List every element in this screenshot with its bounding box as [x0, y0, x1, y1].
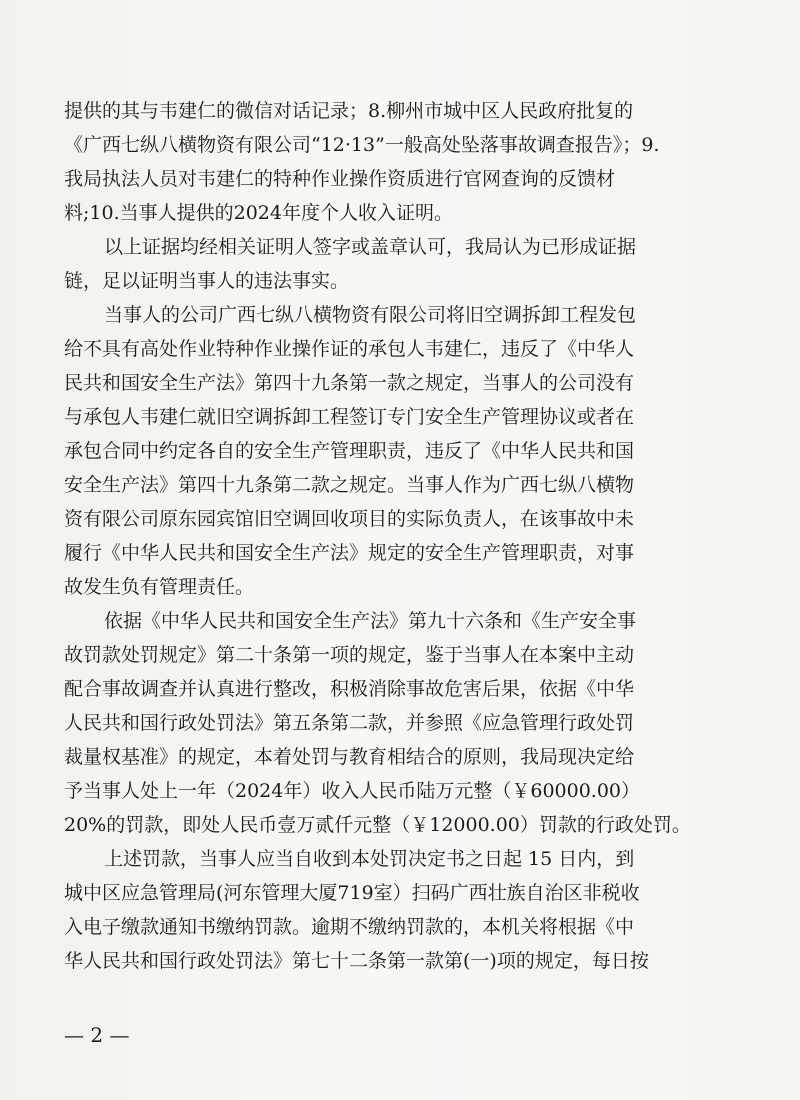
text-line: 裁量权基准》的规定，本着处罚与教育相结合的原则，我局现决定给 — [64, 746, 635, 768]
text-line: 以上证据均经相关证明人签字或盖章认可，我局认为已形成证据 — [104, 236, 637, 258]
text-line: 提供的其与韦建仁的微信对话记录；8.柳州市城中区人民政府批复的 — [64, 100, 634, 122]
text-line: 链，足以证明当事人的违法事实。 — [64, 270, 350, 292]
text-line: 资有限公司原东园宾馆旧空调回收项目的实际负责人，在该事故中未 — [64, 508, 635, 530]
text-line: 承包合同中约定各自的安全生产管理职责，违反了《中华人民共和国 — [64, 440, 635, 462]
text-line: 依据《中华人民共和国安全生产法》第九十六条和《生产安全事 — [104, 610, 637, 632]
text-line: 城中区应急管理局(河东管理大厦719室）扫码广西壮族自治区非税收 — [64, 882, 640, 904]
text-line: 人民共和国行政处罚法》第五条第二款，并参照《应急管理行政处罚 — [64, 712, 635, 734]
text-line: 与承包人韦建仁就旧空调拆卸工程签订专门安全生产管理协议或者在 — [64, 406, 635, 428]
text-line: 给不具有高处作业特种作业操作证的承包人韦建仁，违反了《中华人 — [64, 338, 635, 360]
text-line: 20%的罚款，即处人民币壹万贰仟元整（￥12000.00）罚款的行政处罚。 — [64, 814, 691, 836]
text-line: 当事人的公司广西七纵八横物资有限公司将旧空调拆卸工程发包 — [104, 304, 637, 326]
text-line: 履行《中华人民共和国安全生产法》规定的安全生产管理职责，对事 — [64, 542, 635, 564]
page-number: — 2 — — [64, 1023, 130, 1047]
text-line: 民共和国安全生产法》第四十九条第一款之规定，当事人的公司没有 — [64, 372, 635, 394]
text-line: 料;10.当事人提供的2024年度个人收入证明。 — [64, 202, 453, 224]
text-line: 故发生负有管理责任。 — [64, 576, 255, 598]
text-line: 故罚款处罚规定》第二十条第一项的规定，鉴于当事人在本案中主动 — [64, 644, 635, 666]
text-line: 配合事故调查并认真进行整改，积极消除事故危害后果，依据《中华 — [64, 678, 635, 700]
text-line: 上述罚款，当事人应当自收到本处罚决定书之日起 15 日内，到 — [104, 848, 635, 870]
text-line: 予当事人处上一年（2024年）收入人民币陆万元整（￥60000.00） — [64, 780, 641, 802]
text-line: 华人民共和国行政处罚法》第七十二条第一款第(一)项的规定，每日按 — [64, 950, 649, 972]
text-line: 安全生产法》第四十九条第二款之规定。当事人作为广西七纵八横物 — [64, 474, 635, 496]
text-line: 《广西七纵八横物资有限公司“12·13”一般高处坠落事故调查报告》；9. — [64, 134, 660, 156]
text-line: 入电子缴款通知书缴纳罚款。逾期不缴纳罚款的，本机关将根据《中 — [64, 916, 635, 938]
text-line: 我局执法人员对韦建仁的特种作业操作资质进行官网查询的反馈材 — [64, 168, 616, 190]
